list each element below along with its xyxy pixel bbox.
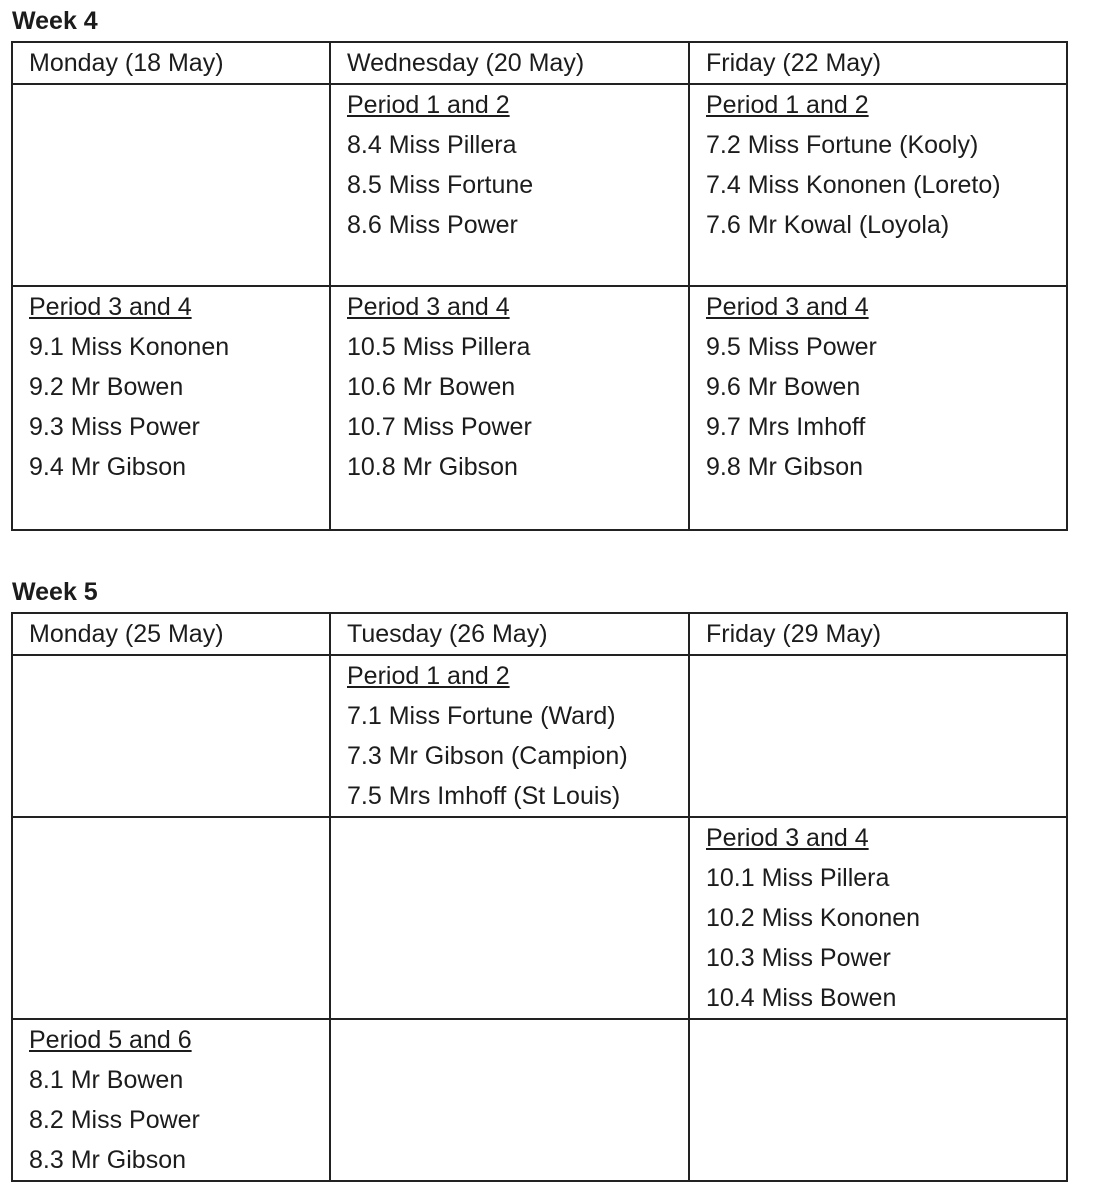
class-entry: 10.6 Mr Bowen [347, 373, 516, 401]
period-label: Period 3 and 4 [347, 293, 510, 321]
period-label: Period 1 and 2 [347, 662, 510, 690]
class-entry: 9.1 Miss Kononen [29, 333, 230, 361]
class-entry: 10.1 Miss Pillera [706, 864, 890, 892]
week-5-row [12, 817, 1067, 1019]
schedule-cell-empty [689, 655, 1067, 817]
class-entry: 10.2 Miss Kononen [706, 904, 921, 932]
day-header: Wednesday (20 May) [330, 42, 689, 84]
schedule-cell-empty [330, 817, 689, 1019]
class-entry: 8.4 Miss Pillera [347, 131, 517, 159]
period-label: Period 1 and 2 [347, 91, 510, 119]
schedule-cell [330, 84, 689, 286]
day-header: Friday (29 May) [689, 613, 1067, 655]
class-entry: 7.6 Mr Kowal (Loyola) [706, 211, 950, 239]
class-entry: 7.2 Miss Fortune (Kooly) [706, 131, 979, 159]
class-entry: 8.2 Miss Power [29, 1106, 200, 1134]
schedule-cell-empty [689, 1019, 1067, 1181]
schedule-cell [689, 84, 1067, 286]
schedule-cell [330, 286, 689, 530]
class-entry: 9.4 Mr Gibson [29, 453, 187, 481]
class-entry: 7.5 Mrs Imhoff (St Louis) [347, 782, 621, 810]
schedule-cell [689, 286, 1067, 530]
class-entry: 10.8 Mr Gibson [347, 453, 518, 481]
period-label: Period 3 and 4 [706, 824, 869, 852]
schedule-cell-empty [12, 817, 330, 1019]
week-4-title: Week 4 [12, 7, 98, 35]
class-entry: 10.5 Miss Pillera [347, 333, 531, 361]
class-entry: 9.3 Miss Power [29, 413, 200, 441]
week-5-schedule-table [11, 612, 1068, 1182]
class-entry: 8.6 Miss Power [347, 211, 518, 239]
week-4-row [12, 84, 1067, 286]
class-entry: 9.2 Mr Bowen [29, 373, 184, 401]
class-entry: 10.3 Miss Power [706, 944, 891, 972]
schedule-cell [12, 1019, 330, 1181]
period-label: Period 3 and 4 [29, 293, 192, 321]
week-5-row [12, 1019, 1067, 1181]
class-entry: 9.8 Mr Gibson [706, 453, 864, 481]
class-entry: 8.1 Mr Bowen [29, 1066, 184, 1094]
schedule-cell [689, 817, 1067, 1019]
week-5-header-row [12, 613, 1067, 655]
day-header: Tuesday (26 May) [330, 613, 689, 655]
class-entry: 8.3 Mr Gibson [29, 1146, 187, 1174]
class-entry: 8.5 Miss Fortune [347, 171, 534, 199]
week-4-header-row [12, 42, 1067, 84]
week-5-title: Week 5 [12, 578, 98, 606]
class-entry: 9.7 Mrs Imhoff [706, 413, 866, 441]
day-header: Monday (25 May) [12, 613, 330, 655]
schedule-cell-empty [12, 84, 330, 286]
class-entry: 9.6 Mr Bowen [706, 373, 861, 401]
day-header: Monday (18 May) [12, 42, 330, 84]
period-label: Period 5 and 6 [29, 1026, 192, 1054]
class-entry: 9.5 Miss Power [706, 333, 877, 361]
week-4-schedule-table [11, 41, 1068, 531]
schedule-cell [330, 655, 689, 817]
schedule-cell-empty [12, 655, 330, 817]
class-entry: 7.3 Mr Gibson (Campion) [347, 742, 628, 770]
schedule-cell [12, 286, 330, 530]
period-label: Period 1 and 2 [706, 91, 869, 119]
class-entry: 10.7 Miss Power [347, 413, 532, 441]
day-header: Friday (22 May) [689, 42, 1067, 84]
period-label: Period 3 and 4 [706, 293, 869, 321]
week-5-row [12, 655, 1067, 817]
schedule-cell-empty [330, 1019, 689, 1181]
class-entry: 10.4 Miss Bowen [706, 984, 897, 1012]
week-4-row [12, 286, 1067, 530]
class-entry: 7.4 Miss Kononen (Loreto) [706, 171, 1001, 199]
class-entry: 7.1 Miss Fortune (Ward) [347, 702, 616, 730]
